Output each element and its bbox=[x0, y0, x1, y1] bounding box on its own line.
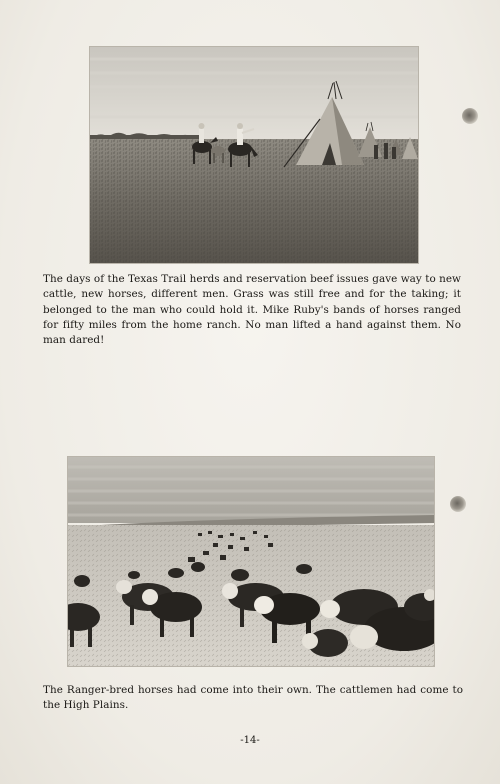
binding-hole bbox=[450, 496, 466, 512]
page-number: -14- bbox=[240, 735, 260, 746]
photo-riders-tipi bbox=[90, 47, 418, 263]
photo-cattle-herd bbox=[68, 457, 434, 666]
photo-caption: The days of the Texas Trail herds and reservation beef issues gave way to new cattle, new horses, different men. Grass was still free and for the taking; it belonged to the man who could hold it. Mike Ruby's bands of horses ranged for fifty miles from the home ranch. No man lifted a hand against them. No man dared! bbox=[43, 273, 461, 347]
binding-hole bbox=[462, 108, 478, 124]
photo-caption: The Ranger-bred horses had come into their own. The cattlemen had come to the High Plains. bbox=[43, 684, 463, 712]
